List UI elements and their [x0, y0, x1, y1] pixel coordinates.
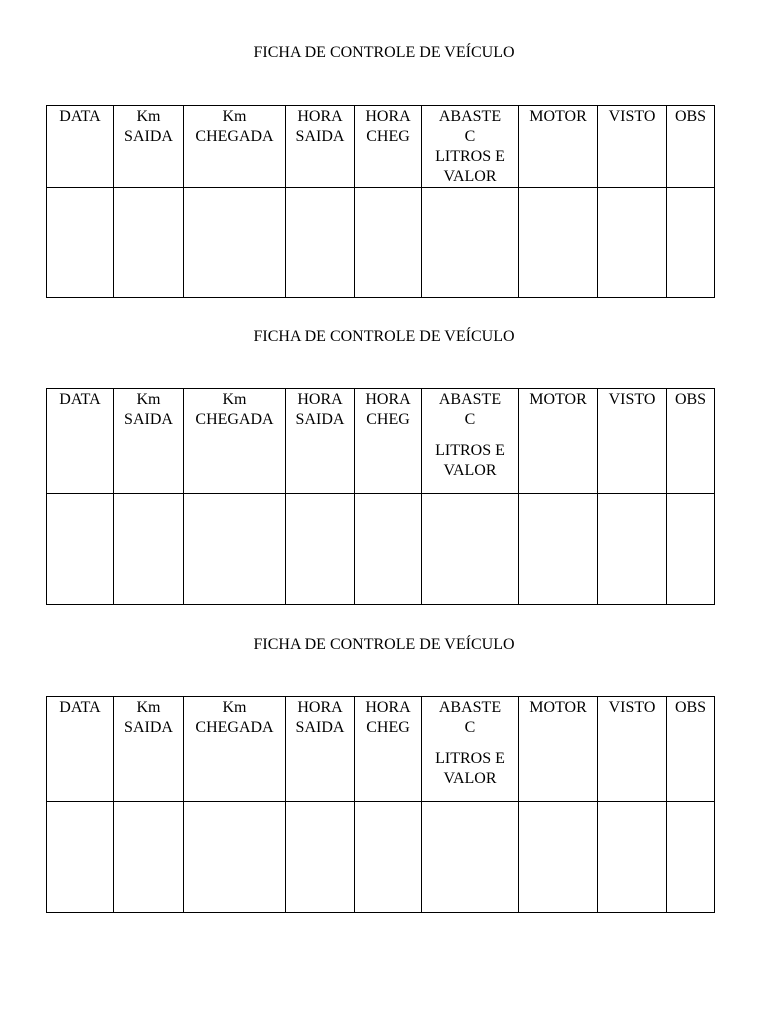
cell-obs[interactable]	[667, 802, 715, 913]
header-data: DATA	[47, 697, 114, 802]
header-km-saida: Km SAIDA	[114, 697, 184, 802]
cell-data[interactable]	[47, 188, 114, 298]
cell-km-saida[interactable]	[114, 494, 184, 605]
header-data: DATA	[47, 389, 114, 494]
form-2-title: FICHA DE CONTROLE DE VEÍCULO	[253, 328, 515, 345]
cell-abastec[interactable]	[422, 494, 519, 605]
header-obs: OBS	[667, 106, 715, 188]
cell-hora-saida[interactable]	[286, 188, 355, 298]
form-2-header-row	[47, 389, 715, 494]
cell-motor[interactable]	[519, 494, 598, 605]
header-obs: OBS	[667, 697, 715, 802]
cell-data[interactable]	[47, 802, 114, 913]
form-3-entry-row	[47, 802, 715, 913]
header-hora-saida: HORA SAIDA	[286, 389, 355, 494]
cell-hora-saida[interactable]	[286, 494, 355, 605]
header-hora-cheg: HORA CHEG	[355, 389, 422, 494]
form-1-entry-row	[47, 188, 715, 298]
header-motor: MOTOR	[519, 106, 598, 188]
header-abastec: ABASTE C LITROS E VALOR	[422, 697, 519, 802]
header-hora-saida: HORA SAIDA	[286, 697, 355, 802]
cell-obs[interactable]	[667, 494, 715, 605]
form-3-header-row	[47, 697, 715, 802]
header-km-chegada: Km CHEGADA	[184, 697, 286, 802]
header-hora-cheg: HORA CHEG	[355, 697, 422, 802]
form-1-table	[46, 105, 715, 298]
form-2-table	[46, 388, 715, 605]
cell-abastec[interactable]	[422, 802, 519, 913]
header-motor: MOTOR	[519, 697, 598, 802]
header-visto: VISTO	[598, 697, 667, 802]
cell-hora-cheg[interactable]	[355, 494, 422, 605]
header-abastec: ABASTE C LITROS E VALOR	[422, 106, 519, 188]
cell-visto[interactable]	[598, 802, 667, 913]
header-km-chegada: Km CHEGADA	[184, 389, 286, 494]
cell-hora-cheg[interactable]	[355, 802, 422, 913]
cell-hora-saida[interactable]	[286, 802, 355, 913]
cell-hora-cheg[interactable]	[355, 188, 422, 298]
cell-km-saida[interactable]	[114, 802, 184, 913]
header-abastec: ABASTE C LITROS E VALOR	[422, 389, 519, 494]
cell-km-saida[interactable]	[114, 188, 184, 298]
header-km-chegada: Km CHEGADA	[184, 106, 286, 188]
cell-motor[interactable]	[519, 188, 598, 298]
cell-visto[interactable]	[598, 188, 667, 298]
header-data: DATA	[47, 106, 114, 188]
header-visto: VISTO	[598, 389, 667, 494]
form-1-header-row	[47, 106, 715, 188]
cell-km-chegada[interactable]	[184, 188, 286, 298]
form-1-title: FICHA DE CONTROLE DE VEÍCULO	[253, 44, 515, 61]
form-3-title: FICHA DE CONTROLE DE VEÍCULO	[253, 636, 515, 653]
cell-data[interactable]	[47, 494, 114, 605]
cell-obs[interactable]	[667, 188, 715, 298]
header-km-saida: Km SAIDA	[114, 106, 184, 188]
header-obs: OBS	[667, 389, 715, 494]
header-hora-cheg: HORA CHEG	[355, 106, 422, 188]
header-hora-saida: HORA SAIDA	[286, 106, 355, 188]
header-motor: MOTOR	[519, 389, 598, 494]
cell-km-chegada[interactable]	[184, 494, 286, 605]
cell-motor[interactable]	[519, 802, 598, 913]
form-2-entry-row	[47, 494, 715, 605]
cell-visto[interactable]	[598, 494, 667, 605]
cell-abastec[interactable]	[422, 188, 519, 298]
header-visto: VISTO	[598, 106, 667, 188]
cell-km-chegada[interactable]	[184, 802, 286, 913]
form-3-table	[46, 696, 715, 913]
header-km-saida: Km SAIDA	[114, 389, 184, 494]
